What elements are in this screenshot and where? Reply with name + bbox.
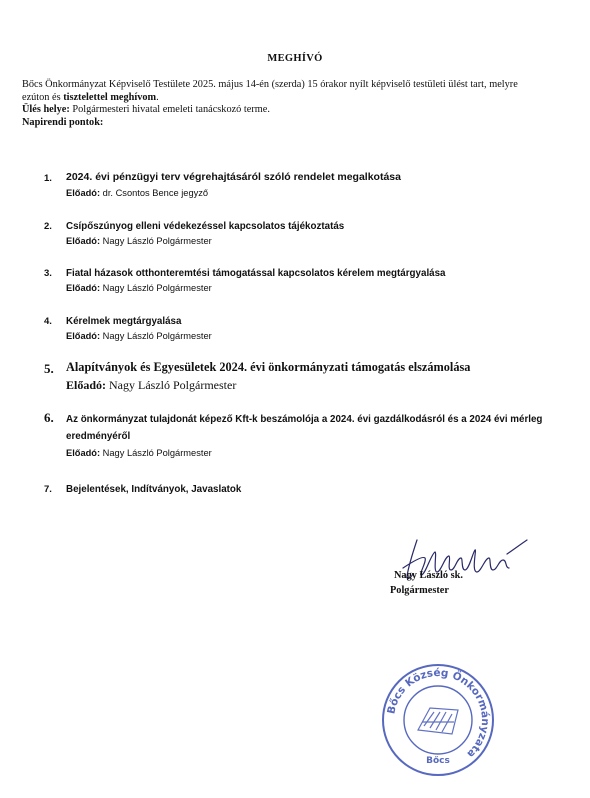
- intro-line-2-end: .: [156, 91, 159, 103]
- agenda-label-text: Napirendi pontok:: [22, 116, 104, 128]
- signatory-name: Nagy László sk.: [394, 570, 463, 581]
- presenter-name: Nagy László Polgármester: [100, 236, 212, 246]
- agenda-item-title: Fiatal házasok otthonteremtési támogatással kapcsolatos kérelem megtárgyalása: [66, 268, 446, 279]
- stamp-text: Bőcs Község Önkormányzata: [385, 666, 492, 760]
- agenda-item-title-line-1: Az önkormányzat tulajdonát képező Kft-k beszámolója a 2024. évi gazdálkodásról és a 2024 évi mérleg: [66, 414, 543, 425]
- presenter-label: Előadó:: [66, 188, 101, 198]
- agenda-item-presenter: [66, 448, 212, 458]
- agenda-item-presenter: [66, 283, 212, 293]
- presenter-label: Előadó:: [66, 378, 107, 392]
- agenda-label: [22, 117, 578, 130]
- venue-value: Polgármesteri hivatal emeleti tanácskozó terme.: [69, 104, 270, 116]
- presenter-label: Előadó:: [66, 331, 101, 341]
- presenter-name: Nagy László Polgármester: [100, 448, 212, 458]
- agenda-item-number: 4.: [44, 316, 52, 327]
- presenter-name: dr. Csontos Bence jegyző: [100, 188, 209, 198]
- agenda-item-number: 3.: [44, 268, 52, 279]
- venue-label: Ülés helye:: [22, 104, 70, 116]
- agenda-item-title: 2024. évi pénzügyi terv végrehajtásáról szóló rendelet megalkotása: [66, 171, 401, 183]
- agenda-item-number: 2.: [44, 221, 52, 232]
- page-title: MEGHÍVÓ: [267, 53, 323, 64]
- agenda-item-title: Bejelentések, Indítványok, Javaslatok: [66, 484, 242, 495]
- stamp-city: Bőcs: [426, 756, 450, 766]
- presenter-name: Nagy László Polgármester: [106, 378, 237, 392]
- signatory-role: Polgármester: [390, 585, 449, 596]
- agenda-item-number: 7.: [44, 484, 52, 495]
- agenda-item-number: 6.: [44, 410, 54, 425]
- official-stamp: [378, 660, 498, 780]
- presenter-label: Előadó:: [66, 283, 101, 293]
- agenda-item-presenter: [66, 378, 236, 393]
- agenda-item-title: Kérelmek megtárgyalása: [66, 316, 182, 327]
- agenda-item-title: Csípőszúnyog elleni védekezéssel kapcsolatos tájékoztatás: [66, 221, 345, 232]
- agenda-item-presenter: [66, 331, 212, 341]
- presenter-label: Előadó:: [66, 448, 101, 458]
- agenda-item-number: 1.: [44, 173, 52, 184]
- intro-line-1: Bőcs Önkormányzat Képviselő Testülete 2025. május 14-én (szerda) 15 órakor nyílt képviselő testületi ülést tart, melyre: [22, 79, 518, 90]
- presenter-label: Előadó:: [66, 236, 101, 246]
- handwritten-signature: [395, 530, 535, 590]
- agenda-item-title: Alapítványok és Egyesületek 2024. évi önkormányzati támogatás elszámolása: [66, 360, 471, 374]
- intro-text: [22, 79, 578, 129]
- agenda-item-number: 5.: [44, 361, 54, 376]
- intro-line-2: [22, 92, 578, 105]
- stamp-emblem-icon: [418, 708, 458, 734]
- agenda-item-title-line-2: eredményéről: [66, 431, 131, 442]
- presenter-name: Nagy László Polgármester: [100, 283, 212, 293]
- venue-line: [22, 104, 578, 117]
- agenda-item-presenter: [66, 236, 212, 246]
- intro-line-2-bold: tisztelettel meghívom: [63, 91, 157, 103]
- presenter-name: Nagy László Polgármester: [100, 331, 212, 341]
- intro-line-2-start: ezúton és: [22, 91, 64, 103]
- agenda-item-presenter: [66, 188, 208, 198]
